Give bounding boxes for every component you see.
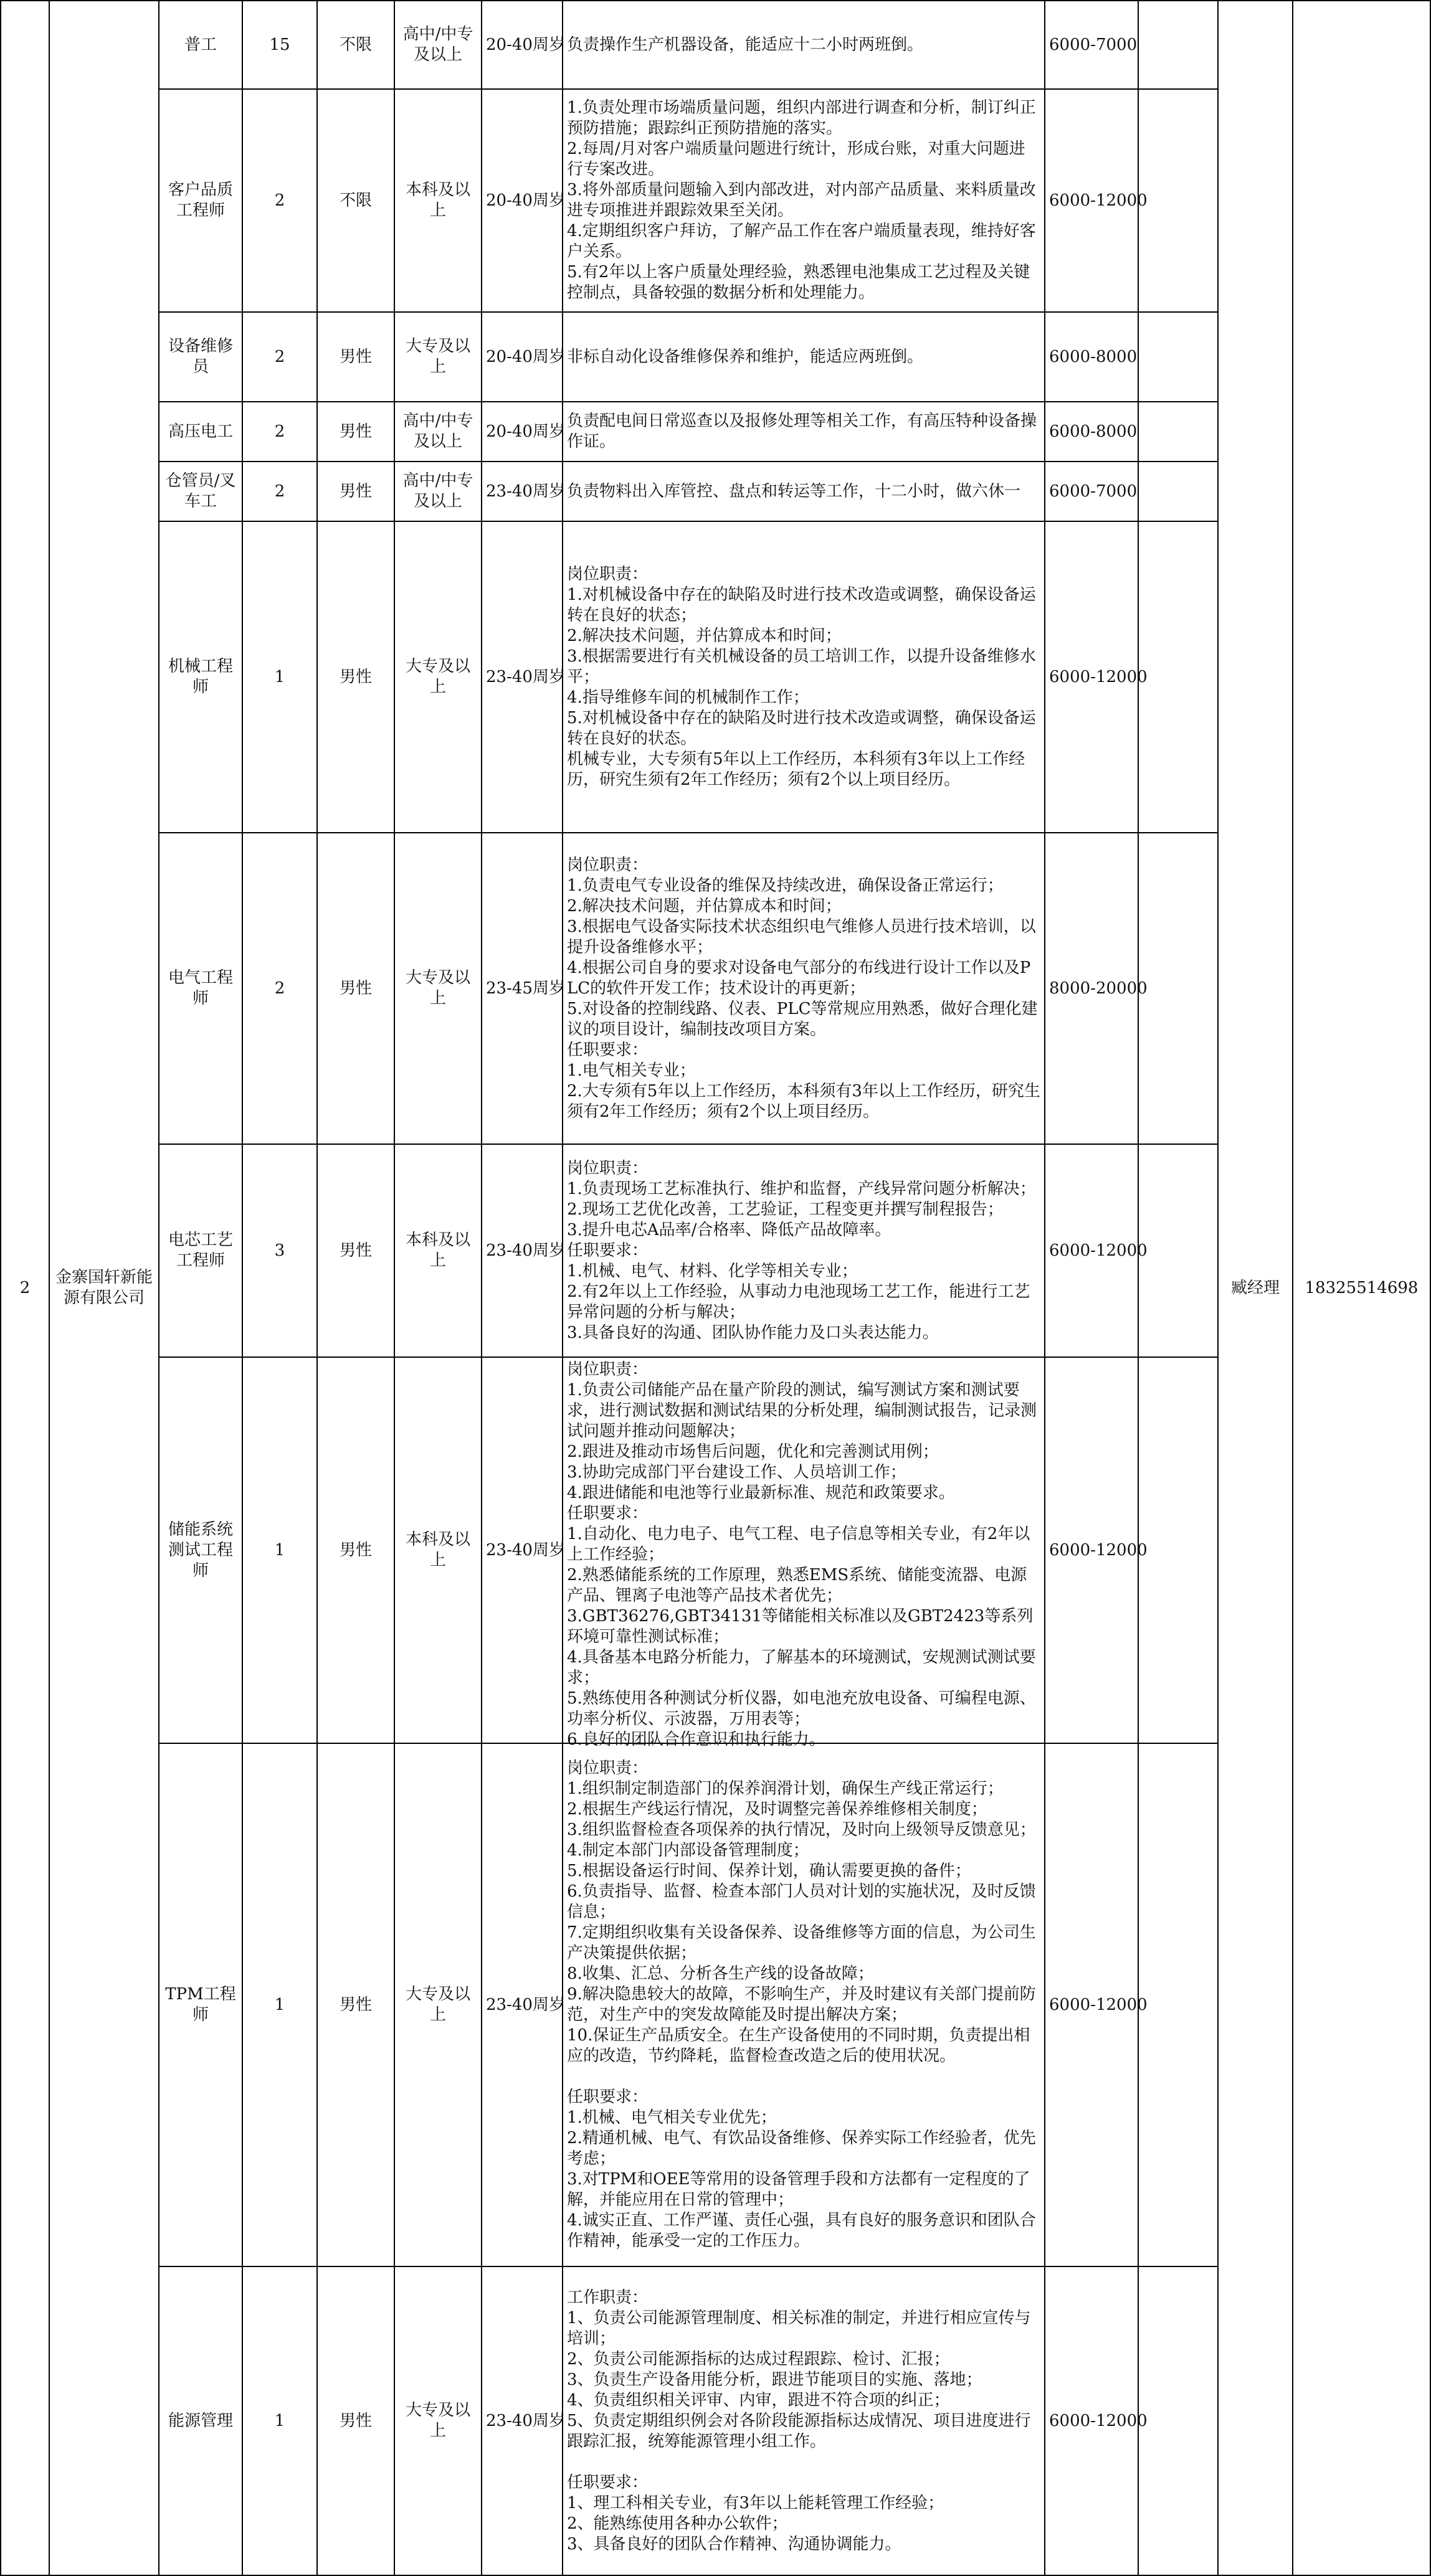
blank-cell — [1138, 1357, 1218, 1743]
blank-cell — [1138, 521, 1218, 833]
description-line: 5、负责定期组织例会对各阶段能源指标达成情况、项目进度进行跟踪汇报，统筹能源管理小组工作。 — [567, 2411, 1031, 2451]
description-line: 1.电气相关专业； — [567, 1061, 696, 1080]
age-range-cell: 23-40周岁 — [482, 462, 563, 521]
age-range-cell: 23-45周岁 — [482, 833, 563, 1144]
job-description-cell — [563, 2266, 1045, 2575]
description-line: 4.具备基本电路分析能力，了解基本的环境测试，安规测试测试要求； — [567, 1648, 1036, 1687]
job-description-text — [567, 347, 1040, 367]
description-line: 5.有2年以上客户质量处理经验，熟悉锂电池集成工艺过程及关键控制点，具备较强的数据分析和处理能力。 — [567, 263, 1030, 302]
education-cell: 大专及以上 — [394, 833, 482, 1144]
description-line: 1.负责公司储能产品在量产阶段的测试，编写测试方案和测试要求，进行测试数据和测试结果的分析处理，编制测试报告，记录测试问题并推动问题解决； — [567, 1381, 1037, 1441]
blank-cell — [1138, 2266, 1218, 2575]
job-description-cell — [563, 402, 1045, 462]
description-line: 3.根据电气设备实际技术状态组织电气维修人员进行技术培训，以提升设备维修水平； — [567, 917, 1036, 957]
description-line: 4.根据公司自身的要求对设备电气部分的布线进行设计工作以及PLC的软件开发工作；技术设计的再更新； — [567, 958, 1031, 998]
description-line: 1.机械、电气、材料、化学等相关专业； — [567, 1261, 858, 1281]
headcount-cell: 2 — [242, 833, 317, 1144]
description-line: 工作职责： — [567, 2288, 649, 2307]
table-row — [1, 833, 1430, 1144]
job-description-cell — [563, 1, 1045, 89]
headcount-cell: 15 — [242, 1, 317, 89]
salary-cell: 6000-12000 — [1045, 2266, 1138, 2575]
description-line: 2.解决技术问题，并估算成本和时间； — [567, 896, 842, 916]
blank-cell — [1138, 1144, 1218, 1357]
table-row — [1, 1743, 1430, 2266]
description-line: 3.协助完成部门平台建设工作、人员培训工作； — [567, 1463, 906, 1482]
age-range-cell: 23-40周岁 — [482, 1144, 563, 1357]
description-line: 3.具备良好的沟通、团队协作能力及口头表达能力。 — [567, 1323, 939, 1342]
headcount-cell: 1 — [242, 2266, 317, 2575]
job-description-cell — [563, 89, 1045, 312]
job-description-cell — [563, 521, 1045, 833]
description-line: 3.组织监督检查各项保养的执行情况，及时向上级领导反馈意见； — [567, 1821, 1036, 1839]
description-line: 1.机械、电气相关专业优先； — [567, 2108, 777, 2127]
description-line: 2、能熟练使用各种办公软件； — [567, 2514, 788, 2533]
headcount-cell: 2 — [242, 462, 317, 521]
job-title-cell: 储能系统测试工程师 — [159, 1357, 242, 1743]
age-range-cell: 23-40周岁 — [482, 2266, 563, 2575]
job-title-cell: TPM工程师 — [159, 1743, 242, 2266]
gender-cell: 男性 — [317, 521, 394, 833]
description-line: 4.诚实正直、工作严谨、责任心强，具有良好的服务意识和团队合作精神，能承受一定的工作压力。 — [567, 2211, 1036, 2250]
description-line: 1、理工科相关专业，有3年以上能耗管理工作经验； — [567, 2493, 944, 2512]
description-line: 任职要求： — [567, 2088, 649, 2106]
blank-cell — [1138, 1743, 1218, 2266]
description-line: 4.指导维修车间的机械制作工作； — [567, 688, 809, 707]
age-range-cell: 23-40周岁 — [482, 1743, 563, 2266]
description-line: 岗位职责： — [567, 1360, 649, 1379]
salary-cell: 6000-7000 — [1045, 1, 1138, 89]
salary-cell: 6000-12000 — [1045, 521, 1138, 833]
job-description-cell — [563, 1743, 1045, 2266]
description-line: 岗位职责： — [567, 564, 649, 584]
headcount-cell: 2 — [242, 402, 317, 462]
contact-phone-cell: 18325514698 — [1293, 1, 1430, 2575]
description-line: 6.负责指导、监督、检查本部门人员对计划的实施状况，及时反馈信息； — [567, 1882, 1036, 1921]
description-line: 负责物料出入库管控、盘点和转运等工作，十二小时，做六休一 — [567, 481, 1021, 501]
education-cell: 高中/中专及以上 — [394, 1, 482, 89]
description-line: 4.制定本部门内部设备管理制度； — [567, 1841, 809, 1860]
table-row — [1, 2266, 1430, 2575]
job-description-cell — [563, 312, 1045, 402]
description-line: 4、负责组织相关评审、内审，跟进不符合项的纠正； — [567, 2390, 950, 2410]
description-line: 5.根据设备运行时间、保养计划，确认需要更换的备件； — [567, 1862, 971, 1880]
description-line: 1.对机械设备中存在的缺陷及时进行技术改造或调整，确保设备运转在良好的状态； — [567, 585, 1036, 625]
table-row — [1, 1357, 1430, 1743]
contact-person-cell: 臧经理 — [1218, 1, 1293, 2575]
description-line: 2.解决技术问题，并估算成本和时间； — [567, 626, 842, 645]
job-title-cell: 普工 — [159, 1, 242, 89]
education-cell: 高中/中专及以上 — [394, 462, 482, 521]
age-range-cell: 23-40周岁 — [482, 1357, 563, 1743]
description-line: 2.每周/月对客户端质量问题进行统计，形成台账，对重大问题进行专案改进。 — [567, 140, 1025, 179]
job-description-text — [567, 411, 1040, 452]
age-range-cell: 20-40周岁 — [482, 312, 563, 402]
gender-cell: 男性 — [317, 833, 394, 1144]
salary-cell: 6000-12000 — [1045, 1144, 1138, 1357]
description-line: 岗位职责： — [567, 1158, 649, 1178]
gender-cell: 男性 — [317, 312, 394, 402]
description-line: 3、具备良好的团队合作精神、沟通协调能力。 — [567, 2534, 901, 2554]
description-line: 1.负责电气专业设备的维保及持续改进，确保设备正常运行； — [567, 876, 1004, 895]
blank-cell — [1138, 402, 1218, 462]
description-line: 7.定期组织收集有关设备保养、设备维修等方面的信息，为公司生产决策提供依据； — [567, 1923, 1036, 1963]
company-name-cell: 金寨国轩新能源有限公司 — [49, 1, 159, 2575]
education-cell: 大专及以上 — [394, 2266, 482, 2575]
description-line: 2.现场工艺优化改善，工艺验证，工程变更并撰写制程报告； — [567, 1200, 1004, 1219]
education-cell: 本科及以上 — [394, 89, 482, 312]
description-line: 2.大专须有5年以上工作经历，本科须有3年以上工作经历，研究生须有2年工作经历；须有2个以上项目经历。 — [567, 1081, 1040, 1121]
gender-cell: 男性 — [317, 402, 394, 462]
description-line: 任职要求： — [567, 1040, 649, 1059]
job-description-text — [567, 1758, 1040, 2252]
job-description-cell — [563, 1357, 1045, 1749]
job-description-text — [567, 1360, 1040, 1749]
age-range-cell: 20-40周岁 — [482, 89, 563, 312]
description-line: 岗位职责： — [567, 1759, 649, 1778]
gender-cell: 男性 — [317, 1743, 394, 2266]
description-line: 3、负责生产设备用能分析，跟进节能项目的实施、落地； — [567, 2370, 982, 2389]
salary-cell: 6000-12000 — [1045, 89, 1138, 312]
salary-cell: 6000-8000 — [1045, 312, 1138, 402]
description-line: 2、负责公司能源指标的达成过程跟踪、检讨、汇报； — [567, 2349, 950, 2369]
education-cell: 本科及以上 — [394, 1357, 482, 1743]
table-row — [1, 1144, 1430, 1357]
blank-cell — [1138, 312, 1218, 402]
age-range-cell: 20-40周岁 — [482, 1, 563, 89]
salary-cell: 6000-8000 — [1045, 402, 1138, 462]
job-title-cell: 能源管理 — [159, 2266, 242, 2575]
job-description-text — [567, 2288, 1040, 2555]
job-title-cell: 电气工程师 — [159, 833, 242, 1144]
blank-cell — [1138, 89, 1218, 312]
description-line: 2.精通机械、电气、有饮品设备维修、保养实际工作经验者，优先考虑； — [567, 2129, 1036, 2168]
job-description-text — [567, 1158, 1040, 1343]
description-line: 3.根据需要进行有关机械设备的员工培训工作，以提升设备维修水平； — [567, 646, 1036, 686]
description-line: 5.对设备的控制线路、仪表、PLC等常规应用熟悉，做好合理化建议的项目设计，编制技改项目方案。 — [567, 999, 1038, 1039]
job-description-text — [567, 98, 1040, 303]
table-row — [1, 1, 1430, 89]
description-line: 2.根据生产线运行情况，及时调整完善保养维修相关制度； — [567, 1800, 987, 1819]
job-description-text — [567, 35, 1040, 55]
table-row — [1, 521, 1430, 833]
description-line — [567, 2452, 1040, 2473]
description-line: 4.定期组织客户拜访，了解产品工作在客户端质量表现，维持好客户关系。 — [567, 222, 1036, 261]
job-description-cell — [563, 1144, 1045, 1357]
description-line: 1.负责现场工艺标准执行、维护和监督，产线异常问题分析解决； — [567, 1179, 1036, 1198]
description-line: 5.熟练使用各种测试分析仪器，如电池充放电设备、可编程电源、功率分析仪、示波器，万用表等； — [567, 1689, 1036, 1728]
description-line: 10.保证生产品质安全。在生产设备使用的不同时期，负责提出相应的改造，节约降耗，监督检查改造之后的使用状况。 — [567, 2026, 1030, 2065]
description-line: 2.熟悉储能系统的工作原理，熟悉EMS系统、储能变流器、电源产品、锂离子电池等产品技术者优先； — [567, 1566, 1027, 1605]
salary-cell: 8000-20000 — [1045, 833, 1138, 1144]
description-line — [567, 2067, 1040, 2087]
gender-cell: 男性 — [317, 1357, 394, 1743]
description-line: 1.组织制定制造部门的保养润滑计划，确保生产线正常运行； — [567, 1779, 1004, 1798]
blank-cell — [1138, 833, 1218, 1144]
education-cell: 大专及以上 — [394, 1743, 482, 2266]
description-line: 机械专业，大专须有5年以上工作经历，本科须有3年以上工作经历，研究生须有2年工作经历；须有2个以上项目经历。 — [567, 749, 1025, 789]
table-row — [1, 462, 1430, 521]
age-range-cell: 20-40周岁 — [482, 402, 563, 462]
description-line: 8.收集、汇总、分析各生产线的设备故障； — [567, 1964, 874, 1983]
job-title-cell: 仓管员/叉车工 — [159, 462, 242, 521]
blank-cell — [1138, 462, 1218, 521]
description-line: 3.对TPM和OEE等常用的设备管理手段和方法都有一定程度的了解，并能应用在日常的管理中； — [567, 2170, 1030, 2209]
description-line: 9.解决隐患较大的故障，不影响生产，并及时建议有关部门提前防范，对生产中的突发故障能及时提出解决方案； — [567, 1985, 1036, 2024]
description-line: 6.良好的团队合作意识和执行能力。 — [567, 1730, 825, 1749]
job-description-text — [567, 564, 1040, 790]
description-line: 任职要求： — [567, 1504, 649, 1523]
education-cell: 本科及以上 — [394, 1144, 482, 1357]
gender-cell: 不限 — [317, 1, 394, 89]
job-description-text — [567, 481, 1040, 502]
headcount-cell: 1 — [242, 521, 317, 833]
table-row — [1, 402, 1430, 462]
description-line: 任职要求： — [567, 2473, 649, 2492]
gender-cell: 男性 — [317, 462, 394, 521]
job-title-cell: 客户品质工程师 — [159, 89, 242, 312]
age-range-cell: 23-40周岁 — [482, 521, 563, 833]
description-line: 1.负责处理市场端质量问题，组织内部进行调查和分析，制订纠正预防措施；跟踪纠正预防措施的落实。 — [567, 98, 1036, 138]
description-line: 2.有2年以上工作经验，从事动力电池现场工艺工作，能进行工艺异常问题的分析与解决； — [567, 1282, 1030, 1322]
education-cell: 大专及以上 — [394, 521, 482, 833]
job-title-cell: 机械工程师 — [159, 521, 242, 833]
education-cell: 大专及以上 — [394, 312, 482, 402]
description-line: 岗位职责： — [567, 855, 649, 874]
description-line: 任职要求： — [567, 1241, 649, 1260]
description-line: 2.跟进及推动市场售后问题，优化和完善测试用例； — [567, 1442, 939, 1461]
description-line: 5.对机械设备中存在的缺陷及时进行技术改造或调整，确保设备运转在良好的状态。 — [567, 708, 1036, 748]
description-line: 3.提升电芯A品率/合格率、降低产品故障率。 — [567, 1220, 891, 1239]
salary-cell: 6000-12000 — [1045, 1743, 1138, 2266]
row-number-cell: 2 — [1, 1, 49, 2575]
description-line: 3.将外部质量问题输入到内部改进，对内部产品质量、来料质量改进专项推进并跟踪效果至关闭。 — [567, 181, 1036, 220]
description-line: 1.自动化、电力电子、电气工程、电子信息等相关专业，有2年以上工作经验； — [567, 1525, 1030, 1564]
table-row — [1, 89, 1430, 312]
description-line: 3.GBT36276,GBT34131等储能相关标准以及GBT2423等系列环境可靠性测试标准； — [567, 1607, 1034, 1646]
description-line: 负责操作生产机器设备，能适应十二小时两班倒。 — [567, 35, 924, 54]
table-row — [1, 312, 1430, 402]
headcount-cell: 2 — [242, 312, 317, 402]
description-line: 1、负责公司能源管理制度、相关标准的制定，并进行相应宣传与培训； — [567, 2308, 1031, 2348]
headcount-cell: 3 — [242, 1144, 317, 1357]
job-description-cell — [563, 833, 1045, 1144]
job-title-cell: 电芯工艺工程师 — [159, 1144, 242, 1357]
job-description-cell — [563, 462, 1045, 521]
blank-cell — [1138, 1, 1218, 89]
description-line: 4.跟进储能和电池等行业最新标准、规范和政策要求。 — [567, 1484, 955, 1502]
job-description-text — [567, 855, 1040, 1122]
gender-cell: 不限 — [317, 89, 394, 312]
education-cell: 高中/中专及以上 — [394, 402, 482, 462]
headcount-cell: 1 — [242, 1357, 317, 1743]
gender-cell: 男性 — [317, 2266, 394, 2575]
description-line: 非标自动化设备维修保养和维护，能适应两班倒。 — [567, 347, 924, 366]
description-line: 负责配电间日常巡查以及报修处理等相关工作，有高压特种设备操作证。 — [567, 412, 1037, 451]
headcount-cell: 1 — [242, 1743, 317, 2266]
job-title-cell: 设备维修员 — [159, 312, 242, 402]
salary-cell: 6000-12000 — [1045, 1357, 1138, 1743]
headcount-cell: 2 — [242, 89, 317, 312]
gender-cell: 男性 — [317, 1144, 394, 1357]
salary-cell: 6000-7000 — [1045, 462, 1138, 521]
job-title-cell: 高压电工 — [159, 402, 242, 462]
